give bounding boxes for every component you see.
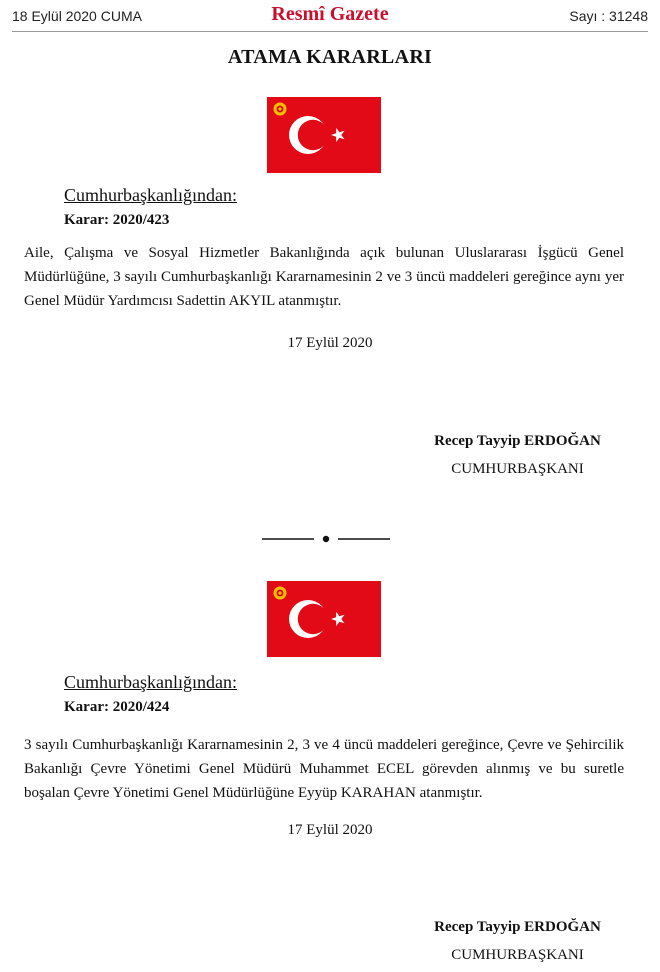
issuer: Cumhurbaşkanlığından: bbox=[64, 185, 237, 205]
decision-number: Karar: 2020/423 bbox=[64, 212, 170, 228]
issuer: Cumhurbaşkanlığından: bbox=[64, 672, 237, 692]
presidential-seal-icon bbox=[274, 587, 287, 600]
decision-number: Karar: 2020/424 bbox=[64, 699, 170, 715]
decision-body: 3 sayılı Cumhurbaşkanlığı Kararnamesinin 2, 3 ve 4 üncü maddeleri gereğince, Çevre ve Şehircilik Bakanlığı Çevre Yönetimi Genel Müdürü Muhammet ECEL görevden alınmış ve bu suretle boşalan Çevre Yönetimi Genel Müdürlüğüne Eyyüp KARAHAN atanmıştır. bbox=[24, 737, 624, 801]
signer-title: CUMHURBAŞKANI bbox=[451, 947, 584, 963]
section-title: ATAMA KARARLARI bbox=[227, 46, 433, 68]
decision-date: 17 Eylül 2020 bbox=[287, 335, 373, 351]
gazette-title: Resmî Gazete bbox=[271, 3, 389, 25]
turkish-flag-icon bbox=[267, 581, 381, 657]
turkish-flag-icon bbox=[267, 97, 381, 173]
decision-date: 17 Eylül 2020 bbox=[287, 822, 373, 838]
decision-body: Aile, Çalışma ve Sosyal Hizmetler Bakanlığında açık bulunan Uluslararası İşgücü Genel Müdürlüğüne, 3 sayılı Cumhurbaşkanlığı Kararnamesinin 2 ve 3 üncü maddeleri gereğince aynı yer Genel Müdür Yardımcısı Sadettin AKYIL atanmıştır. bbox=[24, 245, 624, 309]
signer-name: Recep Tayyip ERDOĞAN bbox=[434, 433, 601, 449]
signer-title: CUMHURBAŞKANI bbox=[451, 461, 584, 477]
signer-name: Recep Tayyip ERDOĞAN bbox=[434, 919, 601, 935]
gazette-header bbox=[12, 0, 648, 32]
section-separator bbox=[262, 530, 390, 546]
header-date: 18 Eylül 2020 CUMA bbox=[12, 8, 142, 24]
issue-number: Sayı : 31248 bbox=[569, 8, 648, 24]
presidential-seal-icon bbox=[274, 103, 287, 116]
